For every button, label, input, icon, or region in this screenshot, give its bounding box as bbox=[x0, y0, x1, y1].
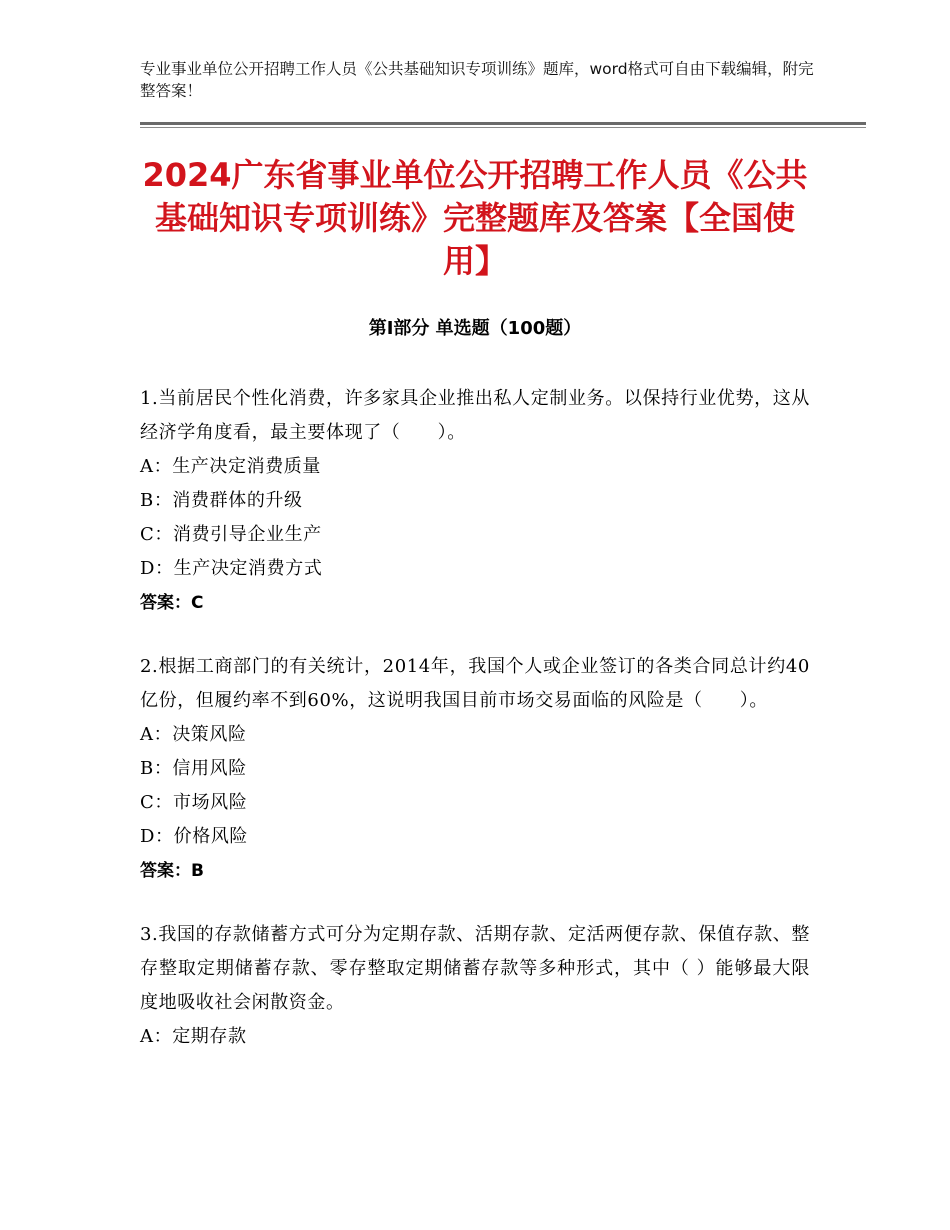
question-3 bbox=[140, 918, 810, 1054]
question-stem: 3.我国的存款储蓄方式可分为定期存款、活期存款、定活两便存款、保值存款、整存整取定期储蓄存款、零存整取定期储蓄存款等多种形式，其中（ ）能够最大限度地吸收社会闲散资金。 bbox=[140, 924, 810, 1013]
section-heading: 第I部分 单选题（100题） bbox=[368, 318, 582, 339]
option-d: D：价格风险 bbox=[140, 826, 249, 847]
question-stem: 1.当前居民个性化消费，许多家具企业推出私人定制业务。以保持行业优势，这从经济学角度看，最主要体现了（ ）。 bbox=[140, 388, 810, 443]
answer-label: 答案：B bbox=[140, 861, 204, 881]
question-1 bbox=[140, 382, 810, 620]
option-a: A：生产决定消费质量 bbox=[140, 456, 321, 477]
header-rule-thin bbox=[140, 127, 866, 128]
option-a: A：决策风险 bbox=[140, 724, 247, 745]
question-stem: 2.根据工商部门的有关统计，2014年，我国个人或企业签订的各类合同总计约40亿份，但履约率不到60%，这说明我国目前市场交易面临的风险是（ ）。 bbox=[140, 656, 810, 711]
answer-label: 答案：C bbox=[140, 593, 204, 613]
option-d: D：生产决定消费方式 bbox=[140, 558, 323, 579]
header-rule-thick bbox=[140, 122, 866, 125]
option-a: A：定期存款 bbox=[140, 1026, 247, 1047]
header-note: 专业事业单位公开招聘工作人员《公共基础知识专项训练》题库，word格式可自由下载编辑，附完整答案！ bbox=[140, 60, 814, 100]
option-b: B：信用风险 bbox=[140, 758, 247, 779]
option-b: B：消费群体的升级 bbox=[140, 490, 303, 511]
option-c: C：市场风险 bbox=[140, 792, 248, 813]
document-title: 2024广东省事业单位公开招聘工作人员《公共基础知识专项训练》完整题库及答案【全国使用】 bbox=[142, 156, 808, 280]
option-c: C：消费引导企业生产 bbox=[140, 524, 322, 545]
question-list bbox=[140, 382, 810, 1084]
question-2 bbox=[140, 650, 810, 888]
